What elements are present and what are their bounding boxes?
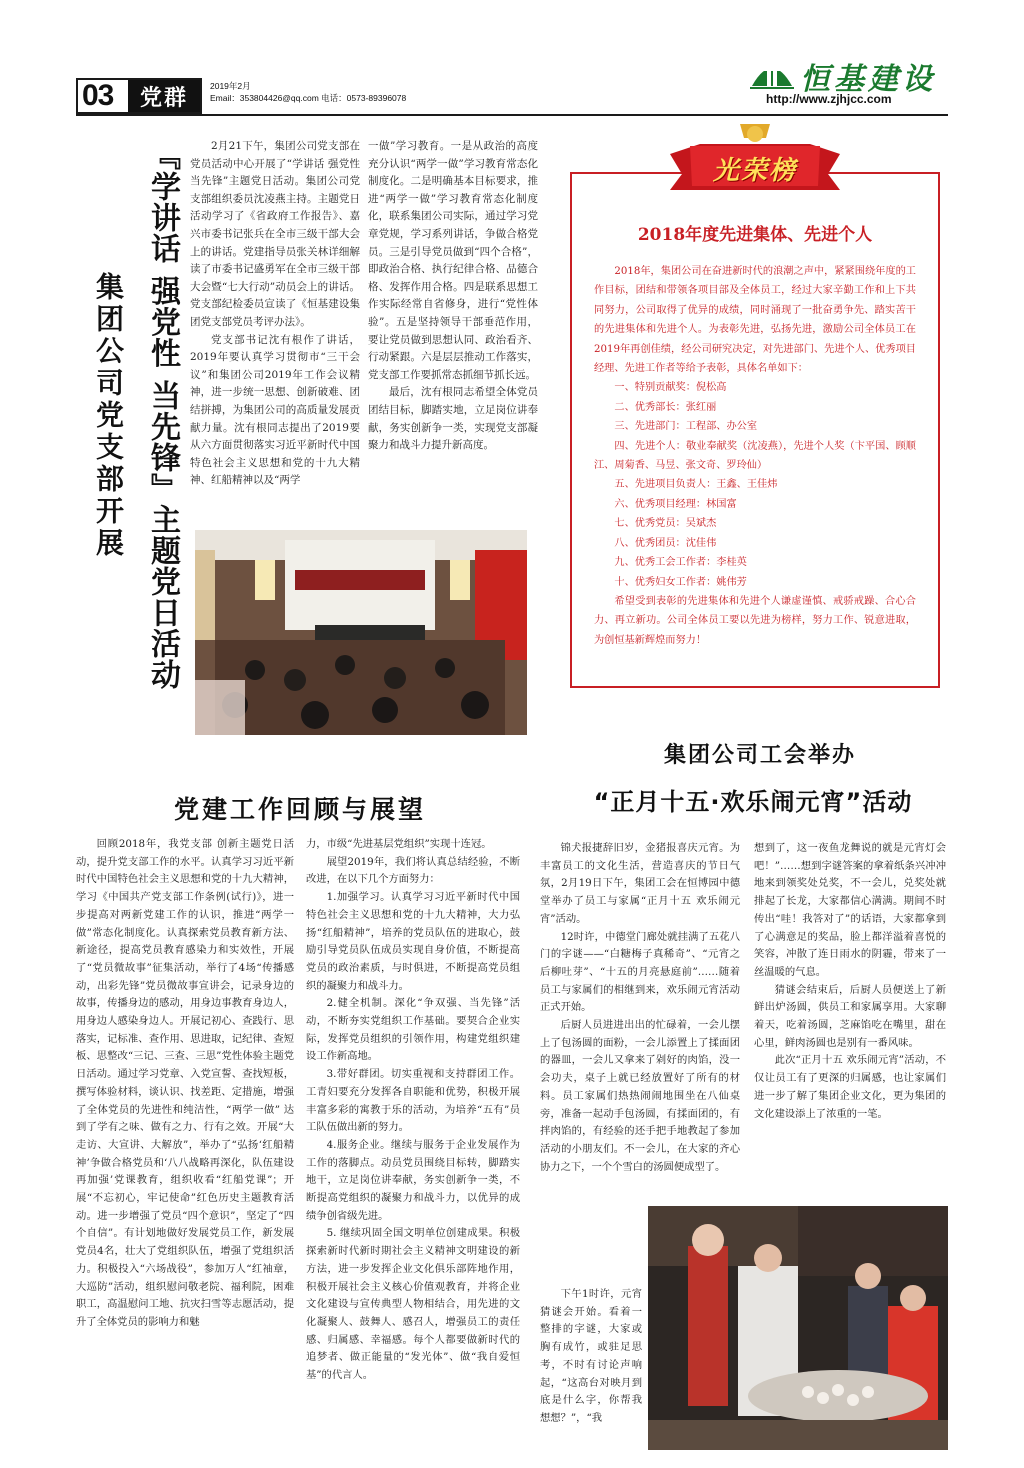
paragraph: 2.健全机制。深化“争双强、当先锋”活动，不断夯实党组织工作基础。要契合企业实际，发挥党员组织的引领作用，构建党组织建设工作新高地。 (306, 997, 520, 1063)
honor-item: 十、优秀妇女工作者：姚伟芳 (614, 576, 747, 588)
paragraph: 展望2019年，我们将认真总结经验，不断改进，在以下几个方面努力： (306, 855, 520, 886)
honor-item: 七、优秀党员：吴斌杰 (614, 518, 717, 530)
honor-subtitle: 2018年度先进集体、先进个人 (637, 225, 873, 245)
honor-item: 五、先进项目负责人：王鑫、王佳炜 (614, 479, 778, 491)
honor-item: 一、特别贡献奖：倪松高 (614, 382, 727, 394)
paragraph: 12时许，中德堂门廊处就挂满了五花八门的字谜——“白糖梅子真稀奇”、“元宵之后柳吐芽”、“十五的月亮悬庭前”……随着员工与家属们的相继到来，欢乐闹元宵活动正式开始。 (540, 930, 740, 1014)
logo-url: http://www.zjhjcc.com (766, 92, 892, 106)
article1-title: 『学讲话 强党性 当先锋』主题党日活动 (145, 140, 180, 690)
paragraph: 一做”学习教育。一是从政治的高度充分认识“两学一做”学习教育常态化制度化。二是明确基本目标要求，推进“两学一做”学习教育常态化制度化，联系集团公司实际，通过学习党章党规，学习系列讲话，争做合格党员。三是引导党员做到“四个合格”，即政治合格、执行纪律合格、品德合格、发挥作用合格。四是联系思想工作实际经常自省修身，进行“党性体验”。五是坚持领导干部垂范作用，要让党员做到思想认同、政治看齐、行动紧跟。六是层层推动工作落实，党支部工作要抓常态抓细节抓长远。 (368, 140, 538, 381)
paragraph: 2月21下午，集团公司党支部在党员活动中心开展了“学讲话 强党性 当先锋”主题党日活动。集团公司党支部组织委员沈凌燕主持。主题党日活动学习了《省政府工作报告》、嘉兴市委书记张兵在全市三级干部大会上的讲话。党建指导员张关林详细解读了市委书记盛勇军在全市三级干部大会暨“七大行动”动员会上的讲话。党支部纪检委员宣读了《恒基建设集团党支部党员考评办法》。 (190, 140, 360, 328)
honor-banner (660, 120, 850, 196)
paragraph: 此次“正月十五 欢乐闹元宵”活动，不仅让员工有了更深的归属感，也让家属们进一步了解了集团企业文化，更为集团的文化建设添上了浓重的一笔。 (754, 1054, 946, 1120)
article3-column-1 (540, 840, 740, 1176)
section-name: 党群 (128, 80, 200, 112)
issue-date: 2019年2月 (210, 81, 251, 91)
paragraph: 4.服务企业。继续与服务于企业发展作为工作的落脚点。动员党员围绕目标转，脚踏实地干，立足岗位讲奉献，务实创新争一类，不断提高党组织的凝聚力和战斗力，以优异的成绩争创省级先进。 (306, 1138, 520, 1222)
page-number: 03 (82, 79, 114, 112)
honor-item: 二、优秀部长：张红丽 (614, 401, 717, 413)
lantern-festival-photo-image (648, 1206, 948, 1450)
logo-name: 恒基建设 (800, 62, 936, 97)
honor-body (594, 262, 916, 650)
article3-title-line1: 集团公司工会举办 (663, 743, 856, 768)
paragraph: 回顾2018年，我党支部 创新主题党日活动，提升党支部工作的水平。认真学习习近平新时代中国特色社会主义思想和党的十九大精神，学习《中国共产党支部工作条例(试行)》，进一步提高对两新党建工作的认识，推进“两学一做”常态化制度化。认真探索党员教育新方法、新途径，提高党员教育感染力和实效性，开展了“党员微故事”征集活动，举行了4场“传播感动，出彩先锋”党员微故事宣讲会，记录身边的故事，传播身边的感动，用身边事教育身边人，用身边人感染身边人。开展记初心、查践行、思落实，记标准、查作用、思进取，记纪律、查短板、思整改“三记、三查、三思”党性体验主题党日活动。通过学习党章、入党宣誓、查找短板，撰写体验材料，谈认识、找差距、定措施，增强了全体党员的先进性和纯洁性，“两学一做” 达到了学有之味、做有之力、行有之效。开展“大走访、大宣讲、大解放”，举办了“弘扬‘红船精神’争做合格党员和‘八八战略再深化，队伍建设再加强’党课教育，组织收看“红船党课”；开展“不忘初心，牢记使命”红色历史主题教育活动。进一步增强了党员“四个意识”，坚定了“四个自信”。有计划地做好发展党员工作，新发展党员4名，壮大了党组织队伍，增强了党组织活力。积极投入“六场战役”，参加万人“红袖章，大巡防”活动，组织慰问敬老院、福利院，困难职工，高温慰问工地、抗灾扫雪等志愿活动，提升了全体党员的影响力和魅 (76, 838, 294, 1328)
article2-column-1 (76, 836, 294, 1332)
honor-banner-title: 光荣榜 (712, 156, 797, 186)
lantern-festival-photo (648, 1206, 948, 1450)
article1-column-1 (190, 138, 360, 490)
article1-subtitle: 集团公司党支部开展 (92, 272, 125, 560)
paragraph: 下午1时许，元宵猜谜会开始。看着一整排的字谜，大家或胸有成竹，或驻足思考，不时有讨论声响起，“这高台对映月到底是什么字，你帮我想想？”，“我 (540, 1288, 642, 1424)
article3-column-1b (540, 1286, 642, 1428)
meeting-photo-image (195, 530, 527, 735)
paragraph: 力，市级“先进基层党组织”实现十连冠。 (306, 838, 492, 850)
page-number-box (76, 78, 202, 114)
article2-column-2 (306, 836, 520, 1385)
article3-column-2 (754, 840, 946, 1123)
honor-item: 四、先进个人：敬业奉献奖（沈凌燕），先进个人奖（卞平国、顾顺江、周菊香、马昱、张文奇、罗玲仙） (594, 440, 916, 472)
logo-mark-icon (750, 56, 794, 90)
header-rule (76, 114, 948, 116)
paragraph: 3.带好群团。切实重视和支持群团工作。工青妇要充分发挥各自职能和优势，积极开展丰富多彩的寓教于乐的活动，为培养“五有”员工队伍做出新的努力。 (306, 1068, 520, 1134)
paragraph: 锦犬报捷辞旧岁，金猪报喜庆元宵。为丰富员工的文化生活，营造喜庆的节日气氛，2月19日下午，集团工会在恒博园中德堂举办了员工与家属“正月十五 欢乐闹元宵”活动。 (540, 842, 740, 925)
honor-intro: 2018年，集团公司在奋进新时代的浪潮之声中，紧紧围绕年度的工作目标，团结和带领各项目部及全体员工，经过大家辛勤工作和上下共同努力，公司取得了优异的成绩，同时涌现了一批奋勇争先、踏实苦干的先进集体和先进个人。为表彰先进，弘扬先进，激励公司全体员工在2019年再创佳绩，经公司研究决定，对先进部门、先进个人、优秀项目经理、先进工作者等给予表彰，具体名单如下： (594, 266, 916, 375)
paragraph: 想到了，这一夜鱼龙舞说的就是元宵灯会吧！”……想到字谜答案的拿着纸条兴冲冲地来到领奖处兑奖，不一会儿，兑奖处就排起了长龙，大家都信心满满。期间不时传出“哇！我答对了”的话语，大家都拿到了心满意足的奖品，脸上都洋溢着喜悦的笑容，冲散了连日雨水的阴霾，带来了一丝温暖的气息。 (754, 842, 946, 978)
issue-meta (210, 80, 406, 104)
article3-title-line2: “正月十五·欢乐闹元宵”活动 (593, 788, 913, 816)
article2-title: 党建工作回顾与展望 (173, 795, 426, 824)
paragraph: 5. 继续巩固全国文明单位创建成果。积极探索新时代新时期社会主义精神文明建设的新方法，进一步发挥企业文化俱乐部阵地作用，积极开展社会主义核心价值观教育，并将企业文化建设与宣传典型人物相结合，用先进的文化凝聚人、鼓舞人、感召人，增强员工的责任感、归属感、幸福感。每个人都要做新时代的追梦者、做正能量的“发光体”、做“我自爱恒基”的代言人。 (306, 1227, 520, 1382)
paragraph: 后厨人员进进出出的忙碌着，一会儿摆上了包汤圆的面粉，一会儿添置上了揉面团的器皿，一会儿又拿来了剁好的肉馅，没一会功夫，桌子上就已经放置好了所有的材料。员工家属们热热闹闹地围坐在八仙桌旁，准备一起动手包汤圆，有揉面团的，有拌肉馅的，有经验的还手把手地教起了参加活动的小朋友们。不一会儿，在大家的齐心协力之下，一个个雪白的汤圆便成型了。 (540, 1019, 740, 1173)
company-logo (750, 52, 950, 112)
honor-item: 九、优秀工会工作者：李桂英 (614, 557, 747, 569)
paragraph: 最后，沈有根同志希望全体党员团结目标，脚踏实地，立足岗位讲奉献，务实创新争一类，实现党支部凝聚力和战斗力提升新高度。 (368, 386, 538, 452)
honor-item: 六、优秀项目经理：林国富 (614, 498, 737, 510)
paragraph: 1.加强学习。认真学习习近平新时代中国特色社会主义思想和党的十九大精神，大力弘扬“红船精神”，培养的党员队伍的进取心，鼓励引导党员队伍成员实现自身价值，不断提高党员的政治素质，与时俱进，不断提高党员组织的凝聚力和战斗力。 (306, 891, 520, 992)
paragraph: 党支部书记沈有根作了讲话，2019年要认真学习贯彻市“三干会议”和集团公司2019年工作会议精神，进一步统一思想、创新破难、团结拼搏，为集团公司的高质量发展贡献力量。沈有根同志提出了2019要从六方面贯彻落实习近平新时代中国特色社会主义思想和党的十九大精神、红船精神以及“两学 (190, 333, 360, 487)
contact-info: Email：353804426@qq.com 电话：0573-89396078 (210, 93, 407, 103)
article1-column-2 (368, 138, 538, 455)
honor-item: 三、先进部门：工程部、办公室 (614, 421, 758, 433)
honor-closing: 希望受到表彰的先进集体和先进个人谦虚谨慎、戒骄戒躁、合心合力、再立新功。公司全体员工要以先进为榜样，努力工作、锐意进取，为创恒基新辉煌而努力！ (594, 595, 916, 646)
meeting-photo (195, 530, 527, 735)
paragraph: 猜谜会结束后，后厨人员便送上了新鲜出炉汤圆，供员工和家属享用。大家聊着天，吃着汤圆，芝麻馅吃在嘴里，甜在心里，鲜肉汤圆也是别有一番风味。 (754, 983, 946, 1049)
honor-item: 八、优秀团员：沈佳伟 (614, 537, 717, 549)
